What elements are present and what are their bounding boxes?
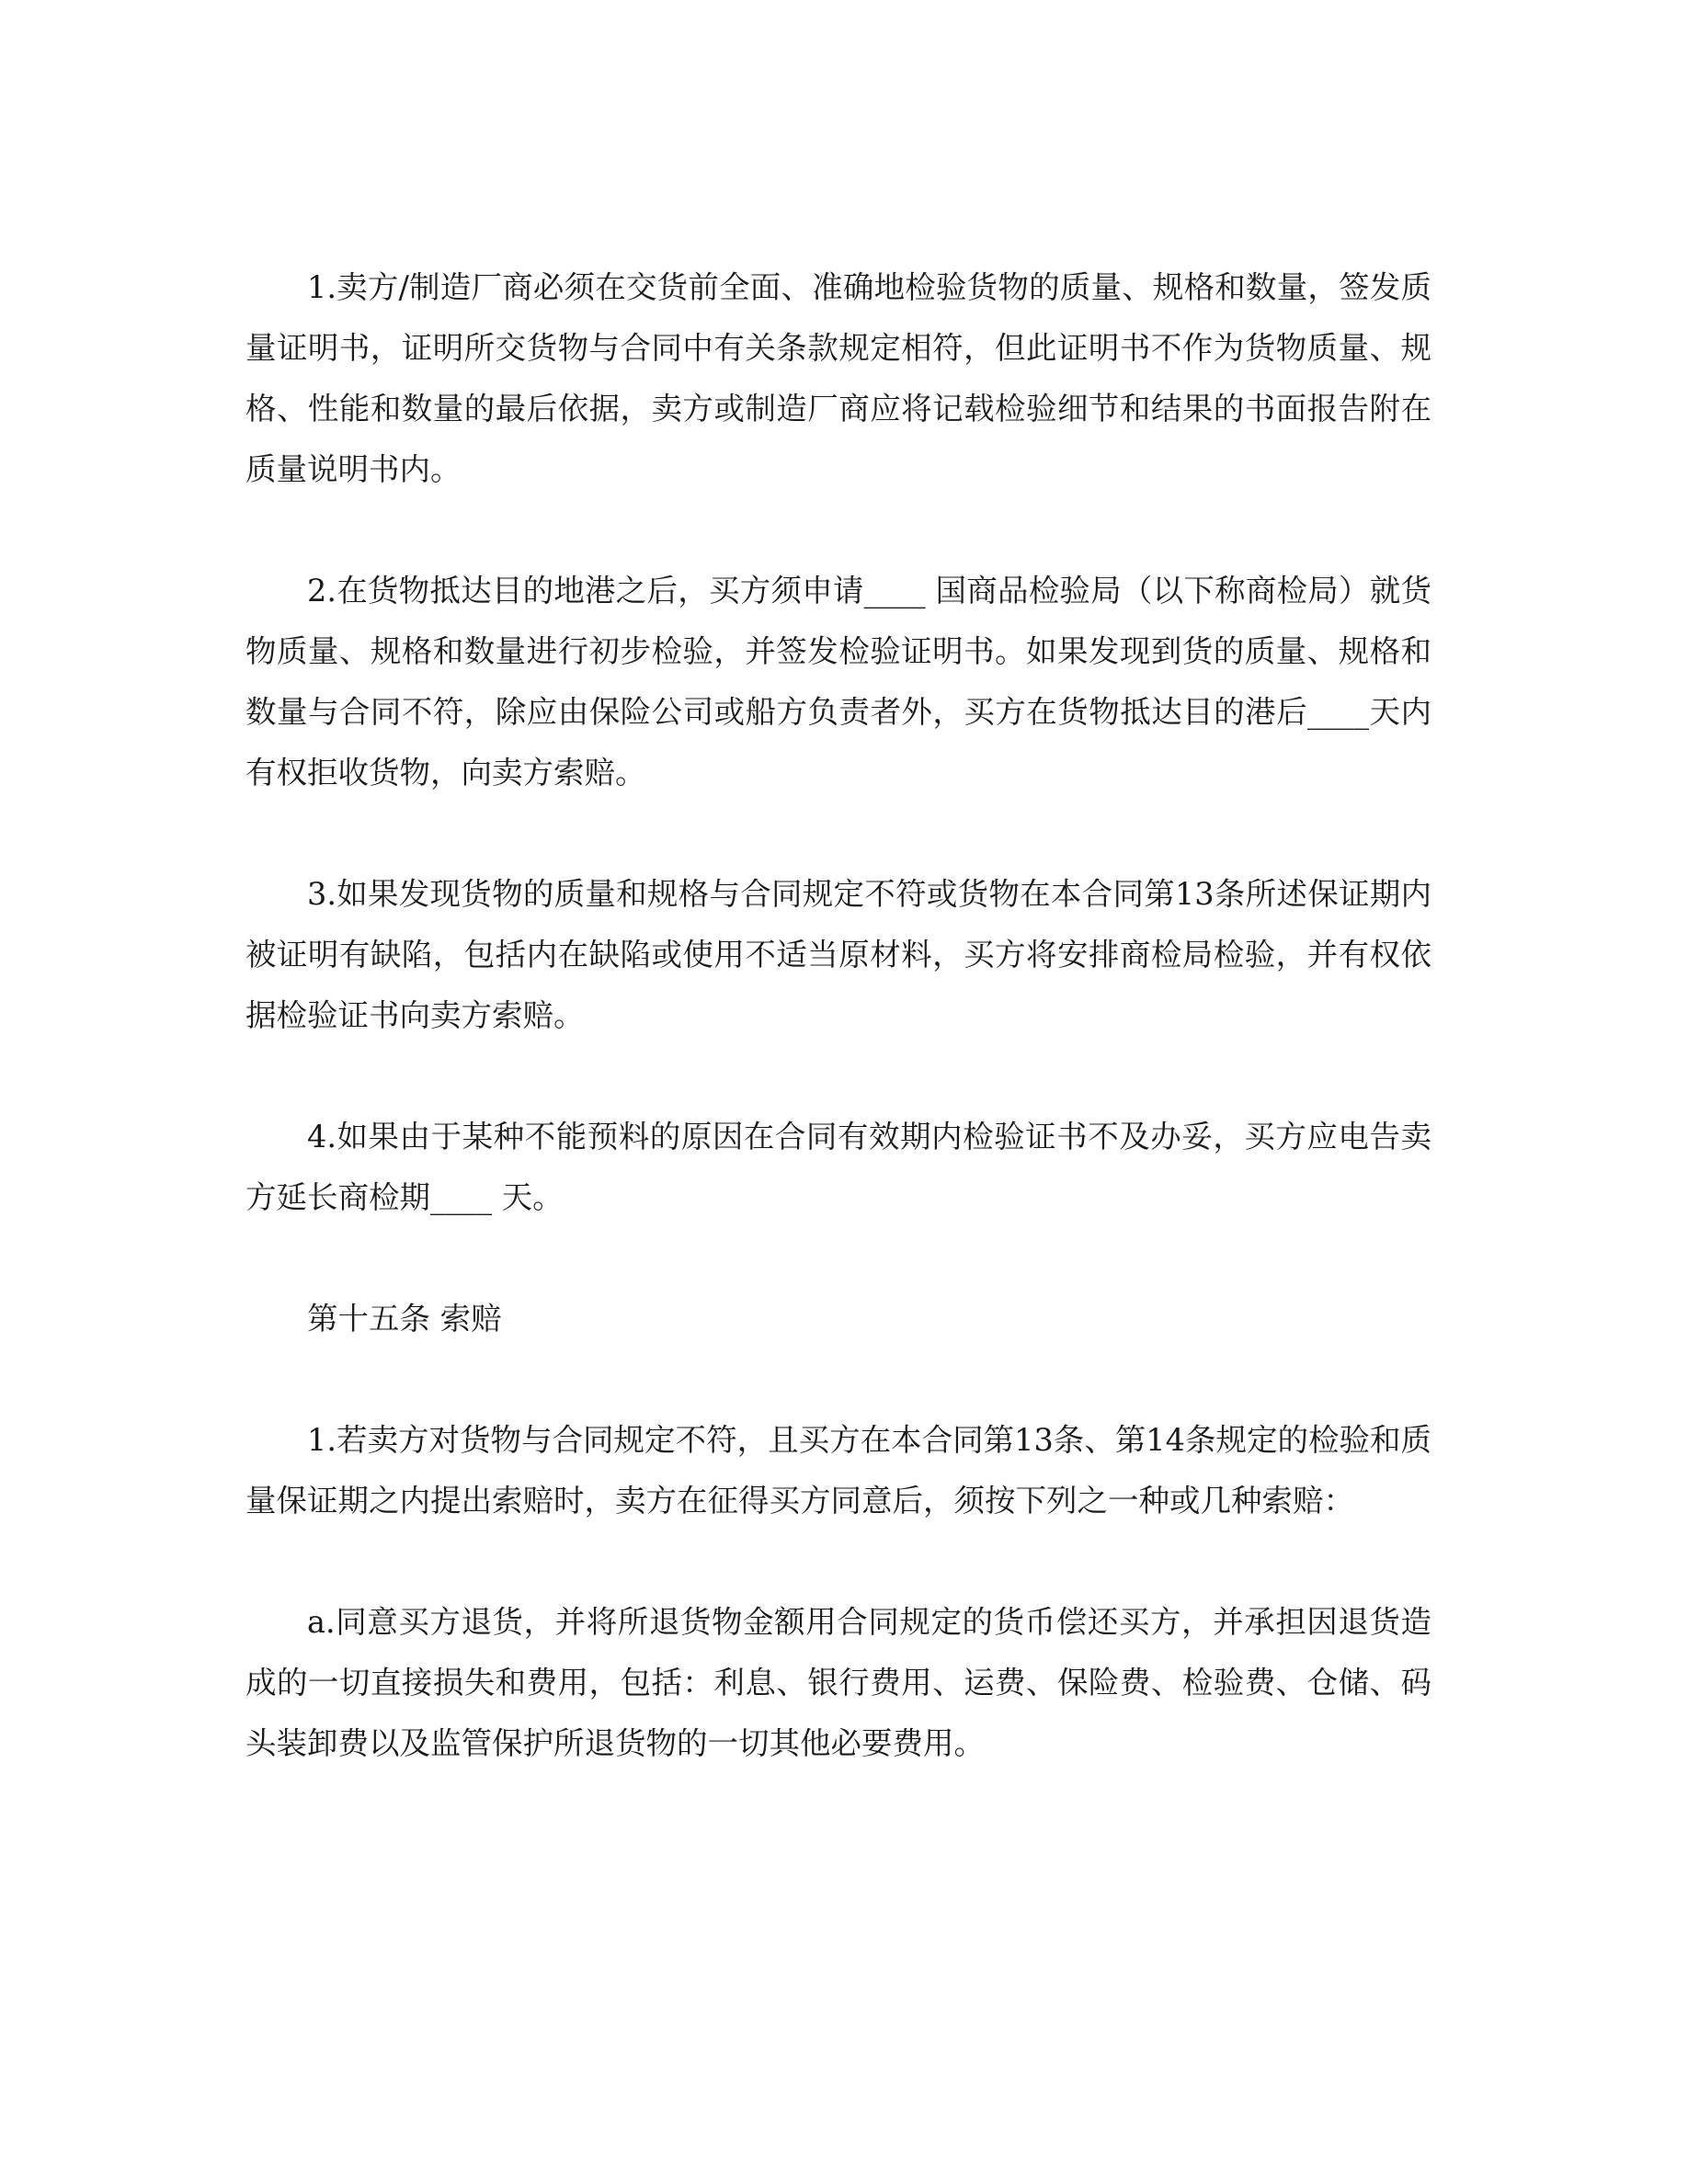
section-heading-article-15: 第十五条 索赔: [307, 1301, 502, 1337]
document-body: [245, 257, 1431, 1835]
clause-14-item-2: 2.在货物抵达目的地港之后，买方须申请____ 国商品检验局（以下称商检局）就货物质量、规格和数量进行初步检验，并签发检验证明书。如果发现到货的质量、规格和数量与合同不符，除应由保险公司或船方负责者外，买方在货物抵达目的港后____天内有权拒收货物，向卖方索赔。: [245, 573, 1431, 791]
clause-14-item-3: 3.如果发现货物的质量和规格与合同规定不符或货物在本合同第13条所述保证期内被证明有缺陷，包括内在缺陷或使用不适当原材料，买方将安排商检局检验，并有权依据检验证书向卖方索赔。: [245, 876, 1431, 1033]
clause-14-item-4: 4.如果由于某种不能预料的原因在合同有效期内检验证书不及办妥，买方应电告卖方延长商检期____ 天。: [245, 1119, 1431, 1215]
clause-15-item-1: 1.若卖方对货物与合同规定不符，且买方在本合同第13条、第14条规定的检验和质量保证期之内提出索赔时，卖方在征得买方同意后，须按下列之一种或几种索赔：: [245, 1422, 1431, 1519]
clause-15-item-a: a.同意买方退货，并将所退货物金额用合同规定的货币偿还买方，并承担因退货造成的一切直接损失和费用，包括：利息、银行费用、运费、保险费、检验费、仓储、码头装卸费以及监管保护所退货物的一切其他必要费用。: [245, 1604, 1431, 1761]
clause-14-item-1: 1.卖方/制造厂商必须在交货前全面、准确地检验货物的质量、规格和数量，签发质量证明书，证明所交货物与合同中有关条款规定相符，但此证明书不作为货物质量、规格、性能和数量的最后依据，卖方或制造厂商应将记载检验细节和结果的书面报告附在质量说明书内。: [245, 269, 1431, 487]
